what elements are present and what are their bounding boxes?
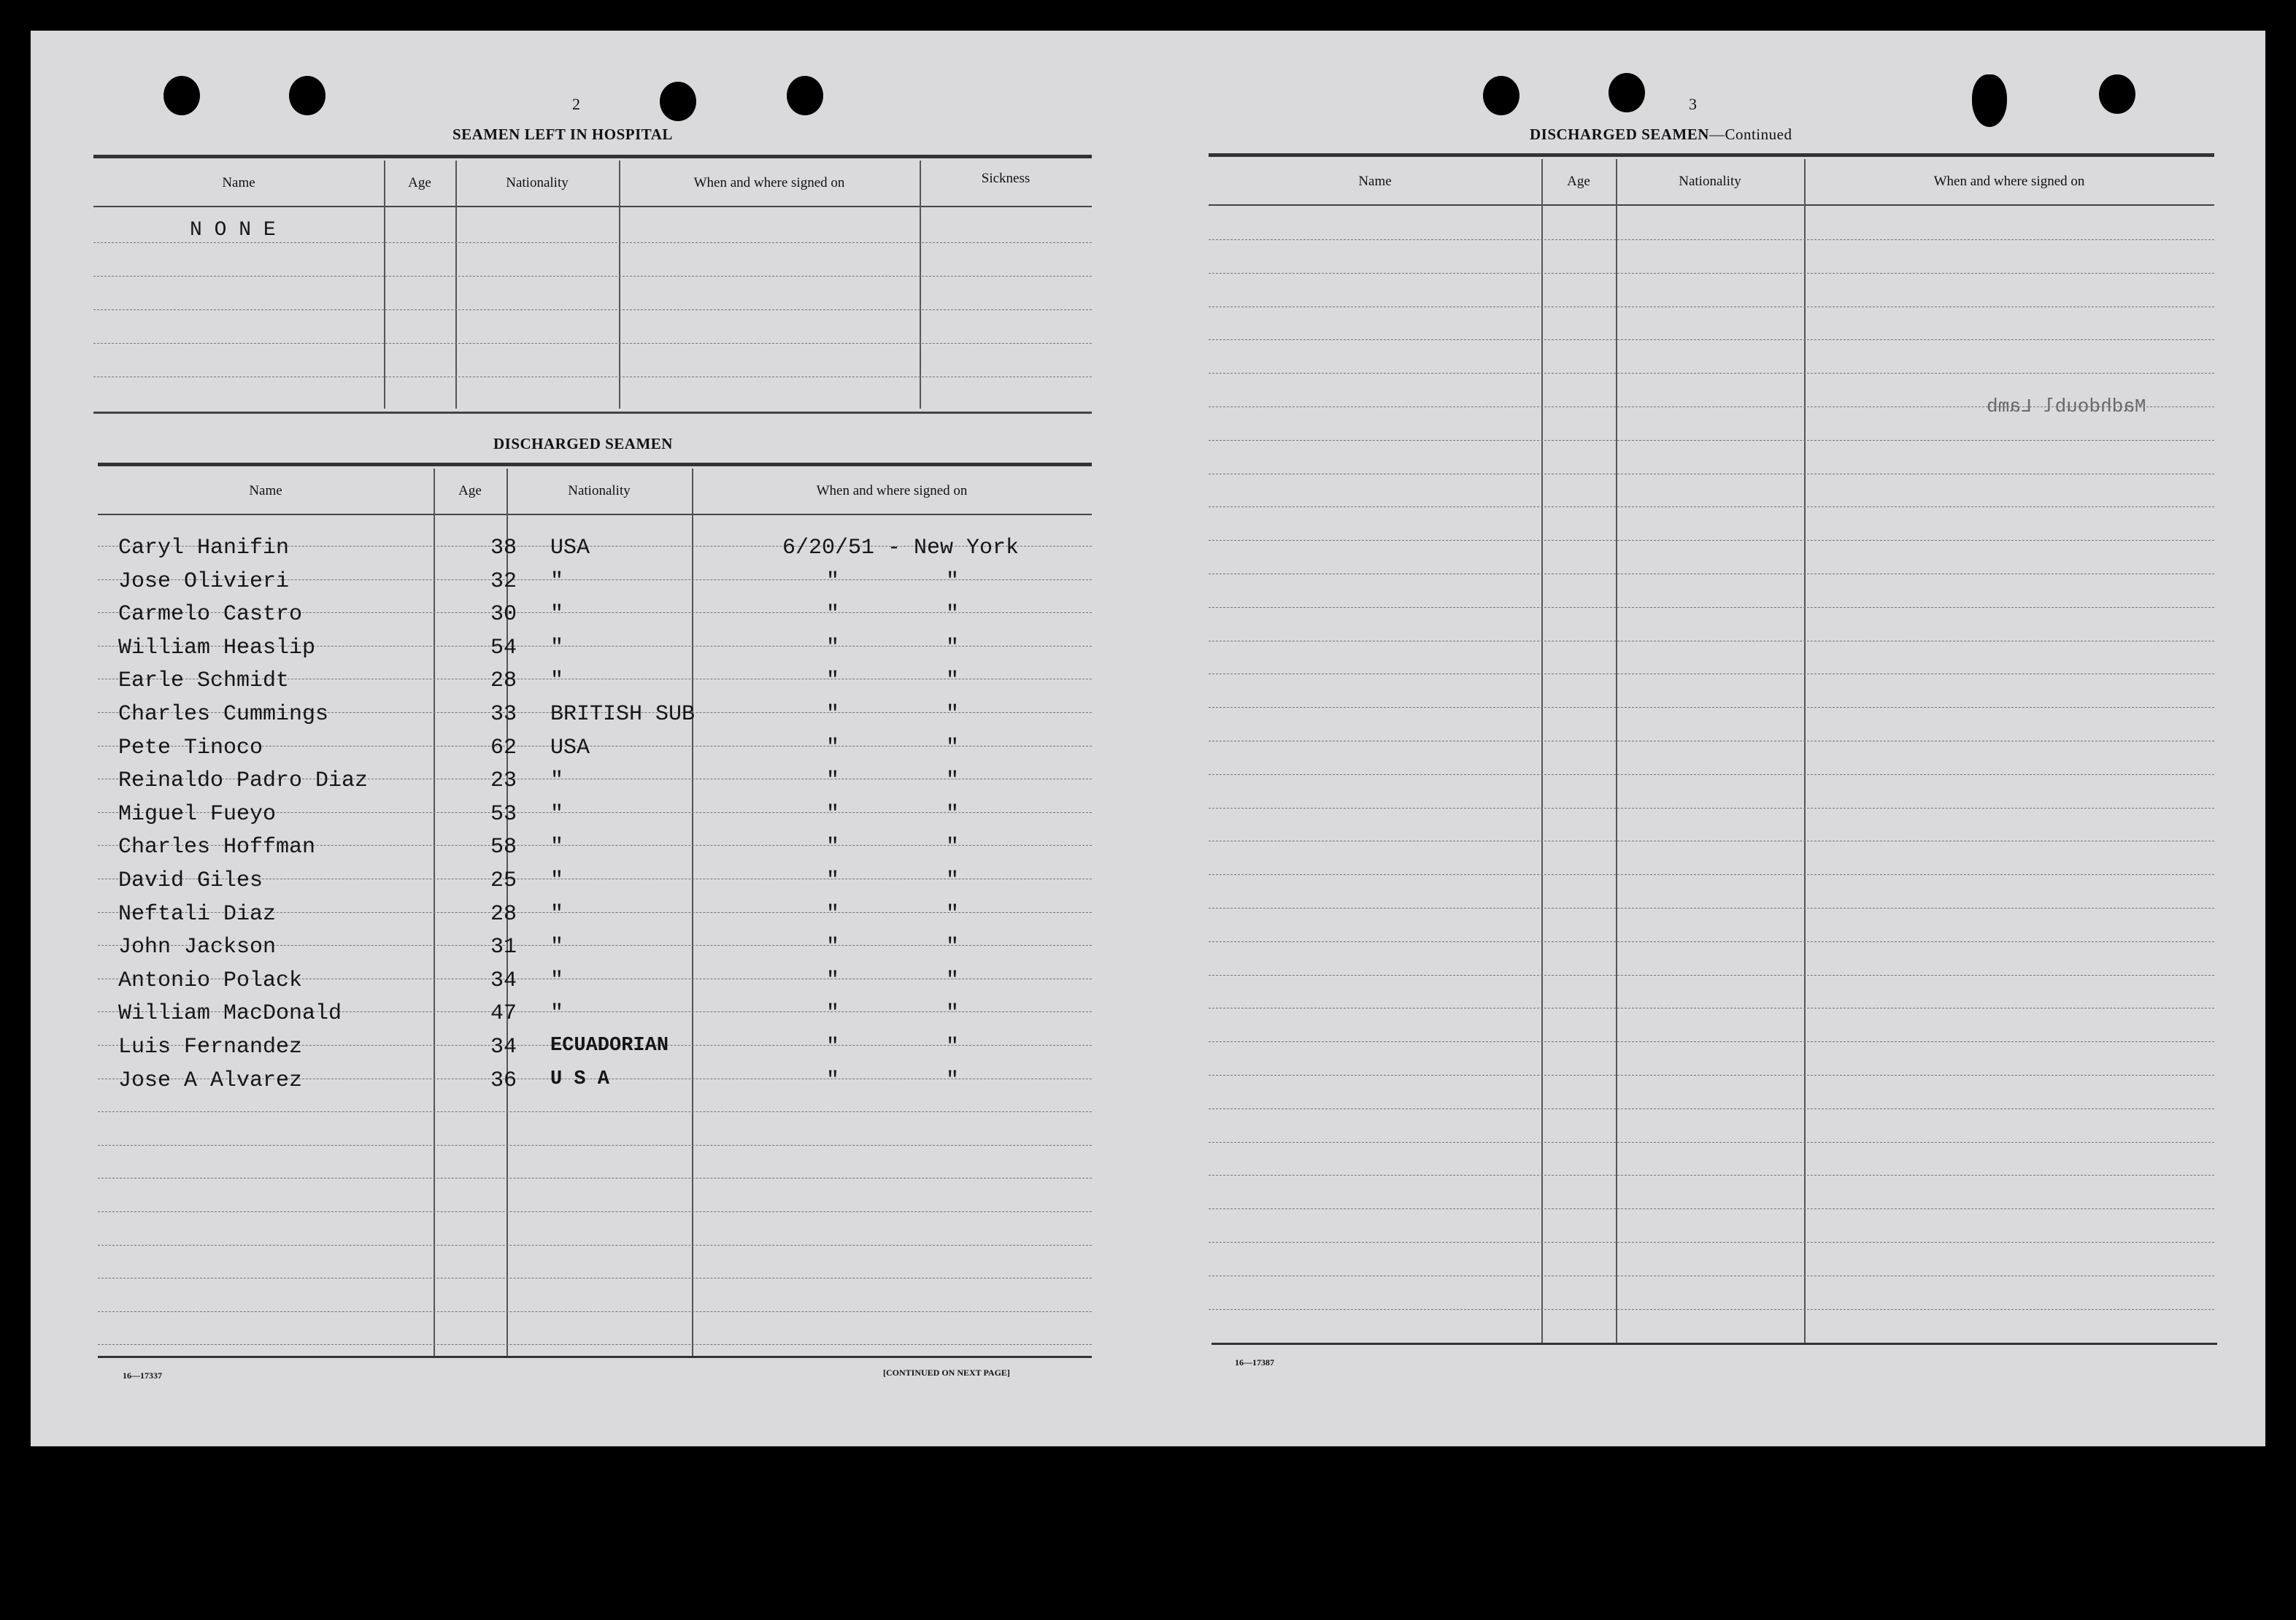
seaman-signed-on-date-ditto: ": [826, 935, 840, 960]
discharged-header-age: Age: [458, 483, 482, 498]
ruled-line: [1209, 1041, 2214, 1042]
seaman-name: William Heaslip: [118, 636, 316, 660]
seaman-nationality: ": [550, 602, 564, 627]
ruled-line: [93, 242, 1092, 243]
right-col-divider: [1804, 159, 1806, 1343]
bleed-through-text: Madhdoubl Lamb: [1987, 396, 2146, 417]
hospital-col-divider: [384, 161, 385, 409]
seaman-age: 32: [490, 569, 517, 594]
seaman-signed-on-date-ditto: ": [826, 668, 840, 693]
ruled-line: [1209, 1175, 2214, 1176]
seaman-signed-on-place-ditto: ": [946, 636, 960, 660]
seaman-name: Luis Fernandez: [118, 1035, 303, 1060]
hospital-header-rule: [93, 206, 1092, 207]
seaman-name: David Giles: [118, 868, 263, 893]
hospital-header-sickness: Sickness: [981, 171, 1030, 186]
punch-hole: [163, 76, 200, 115]
seaman-signed-on-date-ditto: ": [826, 1035, 840, 1060]
seaman-name: William MacDonald: [118, 1001, 342, 1026]
seaman-name: John Jackson: [118, 935, 277, 960]
page-number-right: 3: [1689, 95, 1697, 113]
seaman-signed-on: 6/20/51 - New York: [782, 536, 1020, 560]
seaman-nationality: ": [550, 868, 564, 893]
punch-hole: [1972, 74, 2007, 127]
ruled-line: [1209, 440, 2214, 441]
ruled-line: [1209, 1142, 2214, 1143]
discharged-header-nationality: Nationality: [568, 483, 631, 498]
page-number-left: 2: [572, 95, 580, 113]
seaman-signed-on-date-ditto: ": [826, 768, 840, 793]
hospital-header-name: Name: [222, 175, 255, 190]
ruled-line: [1209, 774, 2214, 775]
discharged-header-rule: [98, 514, 1092, 515]
right-col-divider: [1541, 159, 1543, 1343]
seaman-age: 34: [490, 968, 517, 993]
seaman-age: 47: [490, 1001, 517, 1026]
document-sheet: [31, 31, 2265, 1446]
ruled-line: [1209, 1108, 2214, 1109]
hospital-col-divider: [619, 161, 620, 409]
ruled-line: [1209, 1075, 2214, 1076]
seaman-signed-on-date-ditto: ": [826, 968, 840, 993]
seaman-signed-on-place-ditto: ": [946, 702, 960, 727]
seaman-nationality: ": [550, 768, 564, 793]
discharged-bottom-rule: [98, 1356, 1092, 1358]
right-header-nationality: Nationality: [1679, 174, 1741, 189]
punch-hole: [289, 76, 325, 115]
punch-hole: [1609, 73, 1645, 112]
seaman-nationality: ": [550, 902, 564, 927]
hospital-header-nationality: Nationality: [506, 175, 569, 190]
seaman-signed-on-place-ditto: ": [946, 1001, 960, 1026]
right-header-rule: [1209, 204, 2214, 206]
seaman-name: Neftali Diaz: [118, 902, 277, 927]
hospital-header-age: Age: [408, 175, 431, 190]
hospital-col-divider: [920, 161, 921, 409]
seaman-nationality: ": [550, 935, 564, 960]
ruled-line: [1209, 406, 2214, 407]
ruled-line: [1209, 1309, 2214, 1310]
hospital-top-rule: [93, 155, 1092, 158]
ruled-line: [1209, 540, 2214, 541]
ruled-line: [1209, 975, 2214, 976]
seaman-name: Pete Tinoco: [118, 736, 263, 760]
seaman-signed-on-date-ditto: ": [826, 602, 840, 627]
ruled-line: [1209, 306, 2214, 307]
seaman-signed-on-place-ditto: ": [946, 1068, 960, 1093]
seaman-nationality: ": [550, 835, 564, 860]
seaman-nationality: ": [550, 636, 564, 660]
seaman-age: 54: [490, 636, 517, 660]
seaman-nationality: ": [550, 1001, 564, 1026]
ruled-line: [1209, 941, 2214, 942]
ruled-line: [1209, 607, 2214, 608]
seaman-signed-on-place-ditto: ": [946, 668, 960, 693]
seaman-age: 36: [490, 1068, 517, 1093]
ruled-line: [1209, 1242, 2214, 1243]
seaman-signed-on-place-ditto: ": [946, 569, 960, 594]
right-header-name: Name: [1358, 174, 1392, 189]
seaman-name: Carmelo Castro: [118, 602, 303, 627]
punch-hole: [1483, 76, 1519, 115]
seaman-name: Jose A Alvarez: [118, 1068, 303, 1093]
seaman-nationality: BRITISH SUB: [550, 702, 696, 727]
seaman-nationality: ECUADORIAN: [550, 1035, 669, 1057]
seaman-signed-on-date-ditto: ": [826, 1068, 840, 1093]
seaman-age: 53: [490, 802, 517, 827]
discharged-continued-title: [1530, 126, 1792, 144]
seaman-signed-on-place-ditto: ": [946, 736, 960, 760]
seaman-signed-on-date-ditto: ": [826, 1001, 840, 1026]
seaman-nationality: ": [550, 569, 564, 594]
ruled-line: [98, 1111, 1092, 1112]
ruled-line: [1209, 808, 2214, 809]
ruled-line: [1209, 239, 2214, 240]
seaman-name: Earle Schmidt: [118, 668, 290, 693]
hospital-section-title: SEAMEN LEFT IN HOSPITAL: [452, 126, 673, 143]
seaman-signed-on-date-ditto: ": [826, 835, 840, 860]
seaman-name: Jose Olivieri: [118, 569, 290, 594]
seaman-nationality: ": [550, 668, 564, 693]
right-header-signed-on: When and where signed on: [1933, 174, 2085, 189]
form-number-left: 16—17337: [123, 1370, 162, 1381]
seaman-age: 23: [490, 768, 517, 793]
seaman-age: 34: [490, 1035, 517, 1060]
ruled-line: [1209, 1208, 2214, 1209]
seaman-nationality: USA: [550, 536, 590, 560]
seaman-age: 30: [490, 602, 517, 627]
seaman-age: 25: [490, 868, 517, 893]
ruled-line: [93, 309, 1092, 310]
discharged-top-rule: [98, 463, 1092, 466]
seaman-signed-on-place-ditto: ": [946, 968, 960, 993]
seaman-age: 28: [490, 668, 517, 693]
ruled-line: [98, 1211, 1092, 1212]
seaman-name: Caryl Hanifin: [118, 536, 290, 560]
seaman-signed-on-place-ditto: ": [946, 868, 960, 893]
seaman-signed-on-place-ditto: ": [946, 802, 960, 827]
seaman-nationality: U S A: [550, 1068, 610, 1090]
ruled-line: [93, 276, 1092, 277]
seaman-signed-on-place-ditto: ": [946, 902, 960, 927]
seaman-signed-on-date-ditto: ": [826, 902, 840, 927]
seaman-signed-on-date-ditto: ": [826, 736, 840, 760]
ruled-line: [98, 1311, 1092, 1312]
seaman-signed-on-date-ditto: ": [826, 702, 840, 727]
discharged-header-name: Name: [249, 483, 282, 498]
ruled-line: [98, 1145, 1092, 1146]
seaman-signed-on-place-ditto: ": [946, 935, 960, 960]
right-bottom-rule: [1211, 1343, 2217, 1345]
seaman-age: 38: [490, 536, 517, 560]
seaman-signed-on-date-ditto: ": [826, 569, 840, 594]
seaman-age: 31: [490, 935, 517, 960]
discharged-continued-title-main: DISCHARGED SEAMEN: [1530, 126, 1709, 143]
seaman-name: Antonio Polack: [118, 968, 303, 993]
punch-hole: [787, 76, 823, 115]
ruled-line: [98, 1178, 1092, 1179]
seaman-signed-on-place-ditto: ": [946, 602, 960, 627]
seaman-age: 33: [490, 702, 517, 727]
seaman-name: Charles Cummings: [118, 702, 329, 727]
punch-hole: [660, 82, 696, 121]
seaman-signed-on-date-ditto: ": [826, 802, 840, 827]
right-top-rule: [1209, 153, 2214, 157]
seaman-signed-on-date-ditto: ": [826, 636, 840, 660]
ruled-line: [1209, 707, 2214, 708]
seaman-name: Reinaldo Padro Diaz: [118, 768, 369, 793]
ruled-line: [1209, 373, 2214, 374]
hospital-header-signed-on: When and where signed on: [693, 175, 845, 190]
seaman-signed-on-place-ditto: ": [946, 835, 960, 860]
seaman-age: 58: [490, 835, 517, 860]
discharged-section-title: DISCHARGED SEAMEN: [493, 435, 673, 452]
ruled-line: [1209, 908, 2214, 909]
punch-hole: [2099, 74, 2135, 114]
right-header-age: Age: [1567, 174, 1590, 189]
seaman-signed-on-place-ditto: ": [946, 768, 960, 793]
ruled-line: [98, 1344, 1092, 1345]
continued-footnote: [CONTINUED ON NEXT PAGE]: [883, 1368, 1010, 1378]
ruled-line: [1209, 339, 2214, 340]
ruled-line: [98, 1245, 1092, 1246]
ruled-line: [1209, 273, 2214, 274]
seaman-age: 28: [490, 902, 517, 927]
hospital-bottom-rule: [93, 412, 1092, 414]
form-number-right: 16—17387: [1235, 1357, 1274, 1368]
hospital-none-entry: N O N E: [190, 219, 276, 242]
ruled-line: [1209, 874, 2214, 875]
seaman-nationality: USA: [550, 736, 590, 760]
right-col-divider: [1616, 159, 1617, 1343]
discharged-header-signed-on: When and where signed on: [816, 483, 968, 498]
seaman-nationality: ": [550, 802, 564, 827]
ruled-line: [93, 343, 1092, 344]
seaman-signed-on-date-ditto: ": [826, 868, 840, 893]
seaman-nationality: ": [550, 968, 564, 993]
ruled-line: [1209, 506, 2214, 507]
seaman-signed-on-place-ditto: ": [946, 1035, 960, 1060]
seaman-name: Charles Hoffman: [118, 835, 316, 860]
seaman-name: Miguel Fueyo: [118, 802, 277, 827]
hospital-col-divider: [455, 161, 457, 409]
continued-suffix: —Continued: [1708, 126, 1792, 143]
seaman-age: 62: [490, 736, 517, 760]
